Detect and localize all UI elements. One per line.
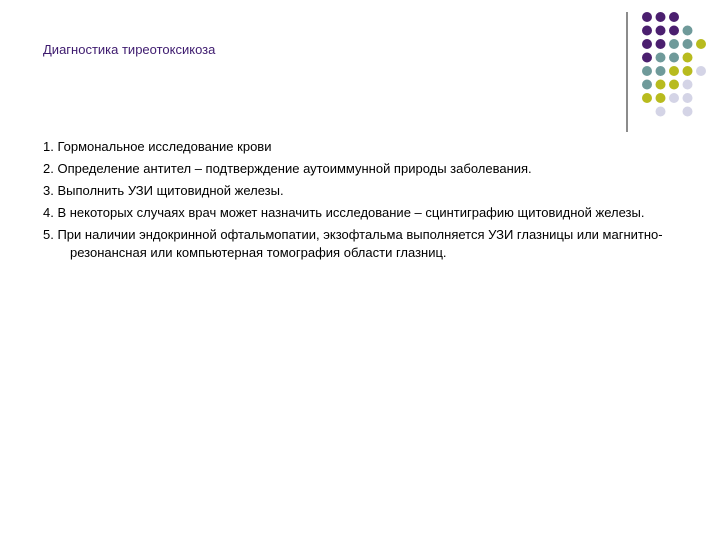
content-list — [43, 138, 703, 266]
dot-purple — [656, 26, 666, 36]
dot-lavender — [656, 107, 666, 117]
dot-olive — [683, 66, 693, 76]
list-item-1: 1. Гормональное исследование крови — [43, 139, 272, 154]
slide-title: Диагностика тиреотоксикоза — [43, 42, 216, 57]
dot-teal — [656, 53, 666, 63]
dot-olive — [683, 53, 693, 63]
dot-lavender — [683, 93, 693, 103]
dot-purple — [642, 53, 652, 63]
dot-purple — [669, 26, 679, 36]
dot-teal — [656, 66, 666, 76]
dot-olive — [656, 93, 666, 103]
dot-olive — [669, 66, 679, 76]
list-item-5: 5. При наличии эндокринной офтальмопатии, экзофтальма выполняется УЗИ глазницы или магнитно-резонансная или компьютерная томография области глазниц. — [43, 227, 663, 260]
dot-purple — [656, 12, 666, 22]
dot-purple — [642, 26, 652, 36]
dot-purple — [642, 39, 652, 49]
dot-lavender — [683, 80, 693, 90]
dot-teal — [669, 53, 679, 63]
list-item-4: 4. В некоторых случаях врач может назначить исследование – сцинтиграфию щитовидной железы. — [43, 205, 645, 220]
dot-lavender — [696, 66, 706, 76]
dot-teal — [683, 26, 693, 36]
dot-lavender — [683, 107, 693, 117]
dot-olive — [669, 80, 679, 90]
list-item-3: 3. Выполнить УЗИ щитовидной железы. — [43, 183, 284, 198]
dot-purple — [656, 39, 666, 49]
dot-olive — [696, 39, 706, 49]
dot-purple — [642, 12, 652, 22]
dot-teal — [683, 39, 693, 49]
dot-grid-decoration — [0, 0, 720, 140]
dot-teal — [669, 39, 679, 49]
dot-olive — [656, 80, 666, 90]
dot-teal — [642, 80, 652, 90]
list-item-2: 2. Определение антител – подтверждение аутоиммунной природы заболевания. — [43, 161, 532, 176]
dot-olive — [642, 93, 652, 103]
dot-teal — [642, 66, 652, 76]
dot-lavender — [669, 93, 679, 103]
dot-purple — [669, 12, 679, 22]
